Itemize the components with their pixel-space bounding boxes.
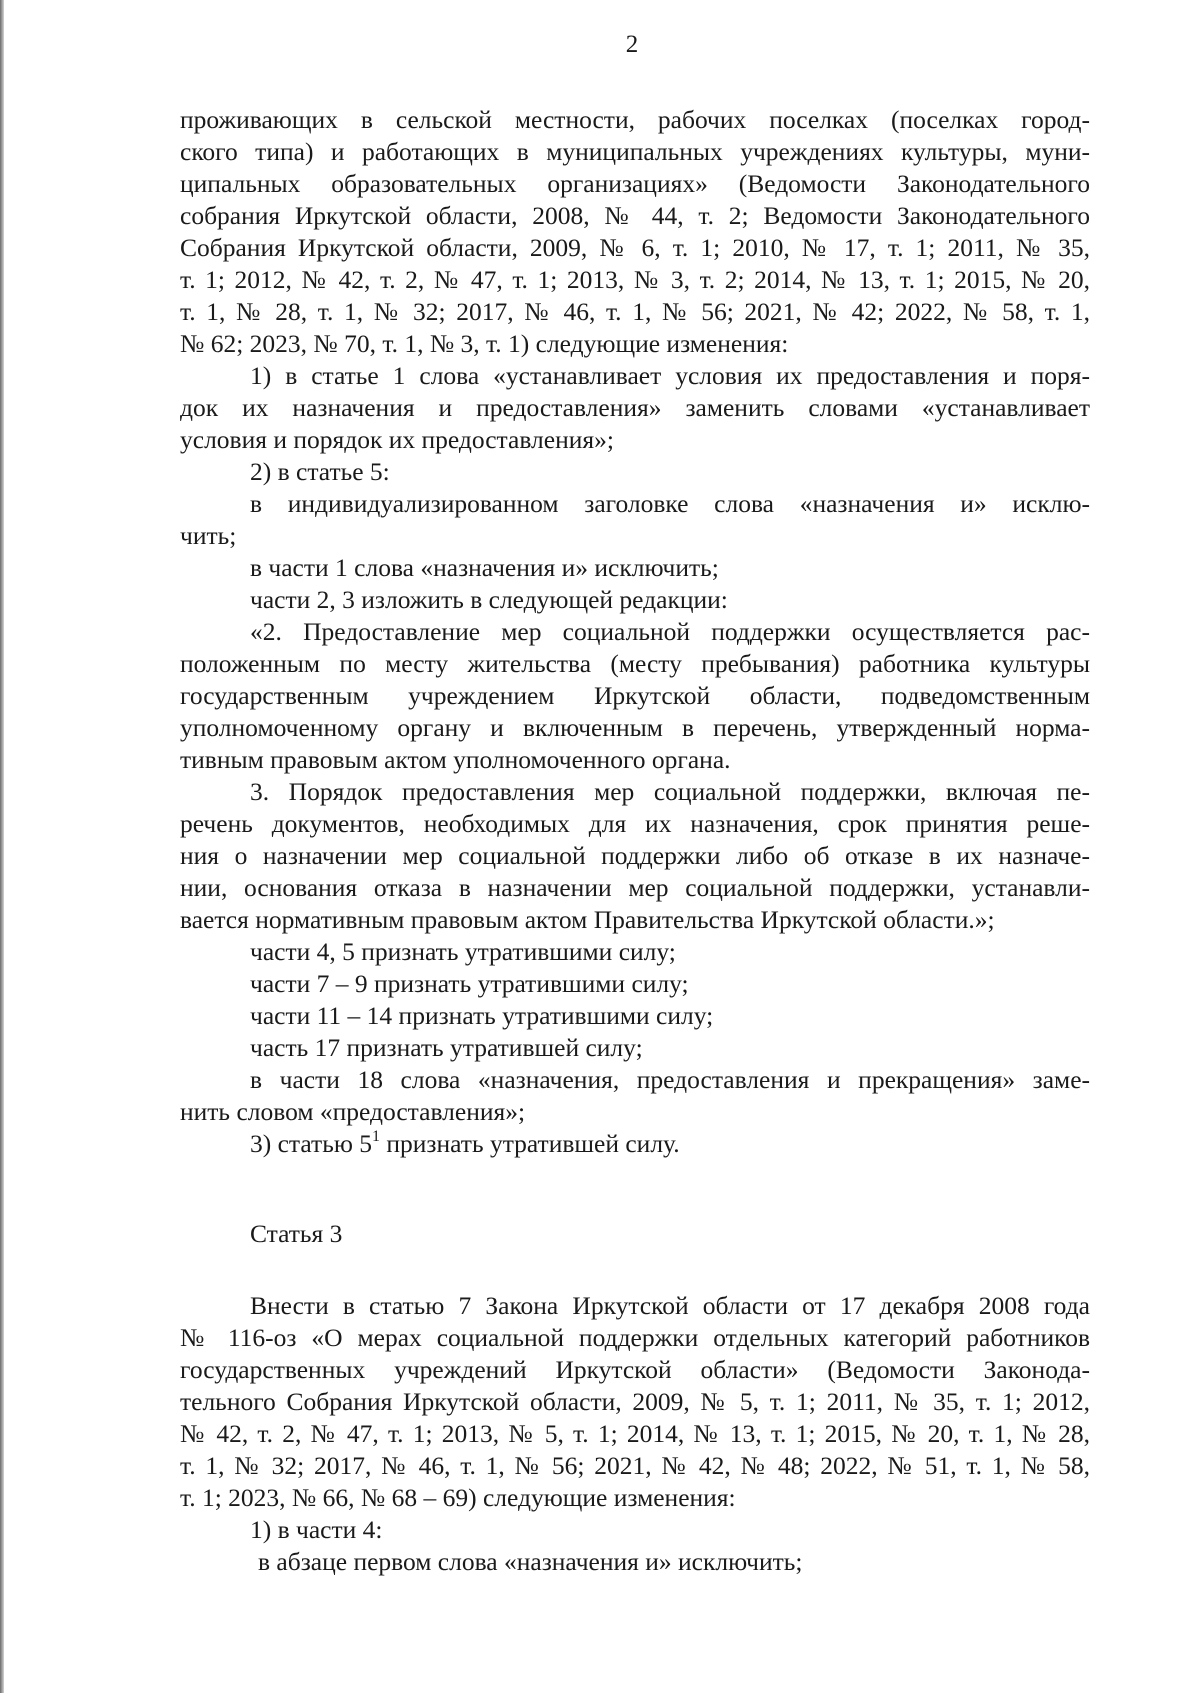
text-line: 3. Порядок предоставления мер социальной поддержки, включая пе-	[250, 777, 1090, 806]
text-line: т. 1; 2023, № 66, № 68 – 69) следующие изменения:	[180, 1483, 736, 1512]
text-line: части 7 – 9 признать утратившими силу;	[250, 969, 689, 998]
text-line: т. 1, № 32; 2017, № 46, т. 1, № 56; 2021, № 42, № 48; 2022, № 51, т. 1, № 58,	[180, 1451, 1090, 1480]
text-line: ского типа) и работающих в муниципальных учреждениях культуры, муни-	[180, 137, 1090, 166]
text-line: № 116-оз «О мерах социальной поддержки отдельных категорий работников	[180, 1323, 1090, 1352]
text-line: собрания Иркутской области, 2008, № 44, т. 2; Ведомости Законодательного	[180, 201, 1090, 230]
text-line: уполномоченному органу и включенным в перечень, утвержденный норма-	[180, 713, 1090, 742]
text-line: Внести в статью 7 Закона Иркутской области от 17 декабря 2008 года	[250, 1291, 1090, 1320]
text-line: часть 17 признать утратившей силу;	[250, 1033, 643, 1062]
text-line: вается нормативным правовым актом Правительства Иркутской области.»;	[180, 905, 995, 934]
page-number: 2	[625, 31, 639, 58]
text-line: речень документов, необходимых для их назначения, срок принятия реше-	[180, 809, 1090, 838]
text-line: в части 18 слова «назначения, предоставления и прекращения» заме-	[250, 1065, 1090, 1094]
text-line: т. 1, № 28, т. 1, № 32; 2017, № 46, т. 1, № 56; 2021, № 42; 2022, № 58, т. 1,	[180, 297, 1090, 326]
text-line: док их назначения и предоставления» заменить словами «устанавливает	[180, 393, 1090, 422]
text-fragment: признать утратившей силу.	[380, 1129, 680, 1158]
text-line: в части 1 слова «назначения и» исключить;	[250, 553, 719, 582]
text-line: тельного Собрания Иркутской области, 2009, № 5, т. 1; 2011, № 35, т. 1; 2012,	[180, 1387, 1090, 1416]
text-line: в абзаце первом слова «назначения и» исключить;	[258, 1547, 803, 1576]
text-line: 2) в статье 5:	[250, 457, 390, 486]
text-fragment: 3) статью 5	[250, 1129, 372, 1158]
text-line: проживающих в сельской местности, рабочих поселках (поселках город-	[180, 105, 1090, 134]
text-line: тивным правовым актом уполномоченного органа.	[180, 745, 731, 774]
text-line: нии, основания отказа в назначении мер социальной поддержки, устанавли-	[180, 873, 1090, 902]
text-line: ния о назначении мер социальной поддержки либо об отказе в их назначе-	[180, 841, 1090, 870]
text-line: положенным по месту жительства (месту пребывания) работника культуры	[180, 649, 1090, 678]
text-line	[250, 1128, 1090, 1160]
text-line: условия и порядок их предоставления»;	[180, 425, 614, 454]
text-line: ципальных образовательных организациях» (Ведомости Законодательного	[180, 169, 1090, 198]
text-line: государственным учреждением Иркутской области, подведомственным	[180, 681, 1090, 710]
text-line: части 2, 3 изложить в следующей редакции:	[250, 585, 728, 614]
text-line: чить;	[180, 521, 237, 550]
text-line: № 42, т. 2, № 47, т. 1; 2013, № 5, т. 1; 2014, № 13, т. 1; 2015, № 20, т. 1, № 28,	[180, 1419, 1090, 1448]
text-line: части 11 – 14 признать утратившими силу;	[250, 1001, 714, 1030]
scan-edge	[0, 0, 4, 1693]
text-line: Собрания Иркутской области, 2009, № 6, т. 1; 2010, № 17, т. 1; 2011, № 35,	[180, 233, 1090, 262]
text-line: 1) в части 4:	[250, 1515, 383, 1544]
text-line: 1) в статье 1 слова «устанавливает условия их предоставления и поря-	[250, 361, 1090, 390]
superscript: 1	[372, 1127, 380, 1145]
text-line: «2. Предоставление мер социальной поддержки осуществляется рас-	[250, 617, 1090, 646]
text-line: № 62; 2023, № 70, т. 1, № 3, т. 1) следующие изменения:	[180, 329, 789, 358]
text-line: т. 1; 2012, № 42, т. 2, № 47, т. 1; 2013, № 3, т. 2; 2014, № 13, т. 1; 2015, № 20,	[180, 265, 1090, 294]
text-line: нить словом «предоставления»;	[180, 1097, 526, 1126]
text-line: государственных учреждений Иркутской области» (Ведомости Законода-	[180, 1355, 1090, 1384]
text-line: части 4, 5 признать утратившими силу;	[250, 937, 676, 966]
article-heading: Статья 3	[250, 1219, 343, 1248]
text-line: в индивидуализированном заголовке слова «назначения и» исклю-	[250, 489, 1090, 518]
